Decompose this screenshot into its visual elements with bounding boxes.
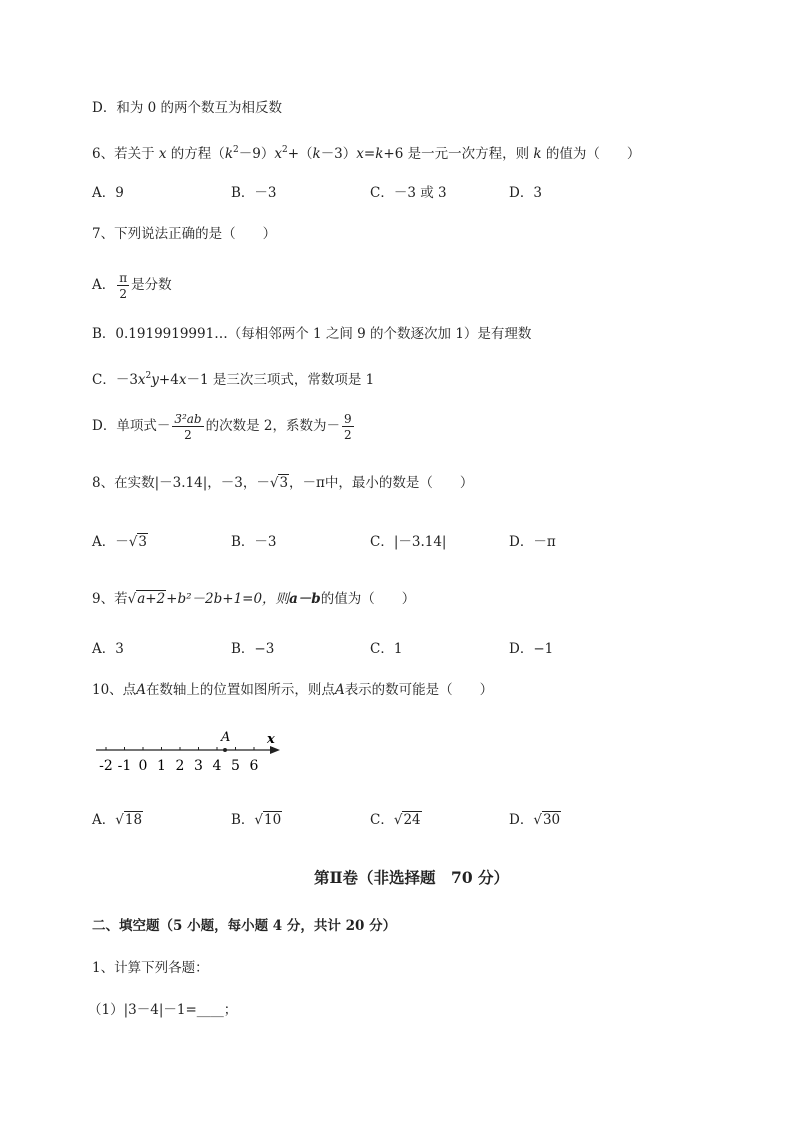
q7-option-c: C．$-3x^2y+4x-1$ 是三次三项式，常数项是 1	[92, 371, 375, 388]
fill-question-1-part-1: （1）|3－4|－1=____；	[88, 1002, 238, 1018]
question-10: 10、点A在数轴上的位置如图所示，则点A表示的数可能是（ ）	[92, 682, 494, 698]
q8-option-c: C．|－3.14|	[370, 534, 447, 550]
q9-option-d: D．−1	[509, 641, 554, 657]
axis-tick-label: 6	[249, 758, 259, 774]
point-a-label: A	[221, 730, 231, 745]
q8-option-b: B．－3	[231, 534, 277, 550]
q9-option-a: A．3	[92, 641, 124, 657]
option-d-previous: D．和为 0 的两个数互为相反数	[92, 100, 282, 116]
point-a-dot	[223, 748, 227, 752]
q7-option-a: A． $\frac{\pi}{2}$ 是分数	[92, 270, 172, 301]
section-2-heading: 二、填空题（5 小题，每小题 4 分，共计 20 分）	[92, 918, 397, 934]
axis-tick-label: 4	[212, 758, 222, 774]
q10-option-d: D．√30	[509, 812, 561, 828]
axis-tick-label: 2	[175, 758, 185, 774]
q6-option-c: C．－3 或 3	[370, 185, 447, 201]
question-7: 7、下列说法正确的是（ ）	[92, 226, 277, 242]
q10-option-b: B．√10	[231, 812, 282, 828]
axis-tick-label: -2	[99, 758, 113, 774]
axis-tick-label: 1	[157, 758, 166, 774]
q9-option-b: B．−3	[231, 641, 275, 657]
q6-option-a: A．9	[92, 185, 124, 201]
axis-tick-label: 5	[231, 758, 240, 774]
axis-tick-label: 0	[138, 758, 148, 774]
question-9: 9、若√a+2+b²－2b+1=0，则a－b的值为（ ）	[92, 591, 416, 607]
q8-option-a: A．－√3	[92, 534, 147, 550]
q7-option-d: D．单项式－ $\frac{\text{3²ab}}{2}$ 的次数是 2，系数为－ $\frac{9}{2}$	[92, 411, 352, 442]
question-6: 6、若关于 x 的方程$(k^2-9)x^2+(k-3)x=k+6$ 是一元一次方程，则 k 的值为（ ）	[92, 145, 641, 162]
axis-tick-label: 3	[194, 758, 203, 774]
q10-option-a: A．√18	[92, 812, 143, 828]
axis-var-label: x	[267, 732, 275, 747]
q8-option-d: D．－π	[509, 534, 556, 550]
axis-tick-label: -1	[117, 758, 132, 774]
q7-option-b: B．0.1919919991…（每相邻两个 1 之间 9 的个数逐次加 1）是有理数	[92, 326, 532, 342]
fill-question-1: 1、计算下列各题：	[92, 960, 209, 976]
q6-option-b: B．－3	[231, 185, 277, 201]
q6-option-d: D．3	[509, 185, 542, 201]
axis-arrow-icon	[270, 746, 280, 754]
question-8: 8、在实数|－3.14|，－3，－√3，－π中，最小的数是（ ）	[92, 475, 474, 491]
q9-option-c: C．1	[370, 641, 403, 657]
part-2-heading: 第Ⅱ卷（非选择题 70 分）	[313, 868, 510, 887]
number-line-figure	[92, 728, 292, 778]
q10-option-c: C．√24	[370, 812, 421, 828]
